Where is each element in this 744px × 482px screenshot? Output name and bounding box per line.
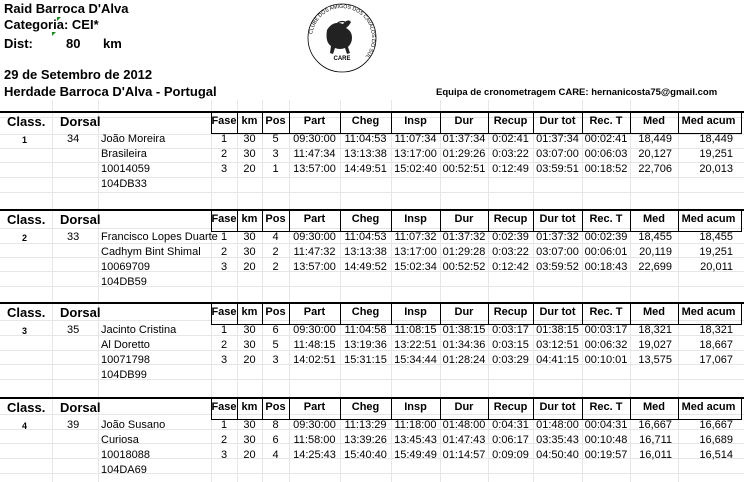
duration-cell: 01:37:32 bbox=[442, 231, 486, 243]
phase-cell: 3 bbox=[220, 354, 228, 366]
dorsal-number: 33 bbox=[67, 231, 80, 243]
result-block bbox=[0, 111, 744, 196]
duration-cell: 01:29:28 bbox=[442, 246, 486, 258]
passport-code: 104DB59 bbox=[101, 276, 147, 288]
start-time-cell: 14:02:51 bbox=[293, 354, 336, 366]
km-cell: 20 bbox=[243, 163, 256, 175]
position-cell: 3 bbox=[272, 354, 279, 366]
column-header-cheg: Cheg bbox=[351, 115, 380, 127]
column-header-insp: Insp bbox=[404, 306, 427, 318]
km-cell: 30 bbox=[243, 148, 256, 160]
total-duration-cell: 03:59:51 bbox=[536, 163, 579, 175]
cumulative-avg-cell: 20,013 bbox=[699, 163, 733, 175]
position-cell: 2 bbox=[272, 261, 279, 273]
column-header-dur-tot: Dur tot bbox=[539, 213, 576, 225]
recovery-cell: 0:04:31 bbox=[492, 419, 529, 431]
column-header-fase: Fase bbox=[211, 306, 237, 318]
cell-comment-marker bbox=[52, 32, 56, 36]
rider-name: João Moreira bbox=[101, 133, 166, 145]
position-cell: 5 bbox=[272, 339, 279, 351]
position-cell: 3 bbox=[272, 148, 279, 160]
start-time-cell: 13:57:00 bbox=[293, 163, 336, 175]
recovery-cell: 0:02:41 bbox=[492, 133, 529, 145]
column-header-km: km bbox=[241, 401, 258, 413]
cumulative-avg-cell: 19,251 bbox=[699, 246, 733, 258]
total-recovery-cell: 00:06:01 bbox=[584, 246, 628, 258]
inspection-time-cell: 15:02:40 bbox=[394, 163, 437, 175]
column-header-pos: Pos bbox=[265, 115, 286, 127]
column-header-med: Med bbox=[643, 115, 665, 127]
recovery-cell: 0:12:42 bbox=[492, 261, 529, 273]
duration-cell: 01:29:26 bbox=[442, 148, 486, 160]
column-header-med-acum: Med acum bbox=[681, 306, 736, 318]
avg-speed-cell: 20,119 bbox=[639, 246, 672, 258]
cumulative-avg-cell: 18,321 bbox=[699, 324, 733, 336]
classification-rank: 3 bbox=[22, 326, 28, 336]
logo-brand-text: CARE bbox=[333, 56, 351, 62]
duration-cell: 01:34:36 bbox=[442, 339, 486, 351]
total-duration-cell: 01:48:00 bbox=[536, 419, 579, 431]
total-recovery-cell: 00:06:32 bbox=[584, 339, 628, 351]
column-header-pos: Pos bbox=[265, 306, 286, 318]
classification-rank: 4 bbox=[22, 421, 28, 431]
start-time-cell: 11:58:00 bbox=[293, 434, 336, 446]
column-header-rec-t: Rec. T bbox=[589, 401, 623, 413]
event-date: 29 de Setembro de 2012 bbox=[4, 67, 153, 82]
care-logo bbox=[287, 2, 397, 74]
column-header-med: Med bbox=[643, 306, 665, 318]
avg-speed-cell: 16,667 bbox=[638, 419, 672, 431]
arrival-time-cell: 13:13:38 bbox=[344, 246, 387, 258]
dorsal-number: 35 bbox=[67, 324, 80, 336]
inspection-time-cell: 11:08:15 bbox=[394, 324, 437, 336]
total-recovery-cell: 00:10:01 bbox=[584, 354, 628, 366]
horse-name: Curiosa bbox=[101, 434, 139, 446]
column-header-insp: Insp bbox=[404, 213, 427, 225]
recovery-cell: 0:03:22 bbox=[492, 148, 529, 160]
arrival-time-cell: 11:04:53 bbox=[344, 133, 387, 145]
column-header-dur-tot: Dur tot bbox=[539, 306, 576, 318]
duration-cell: 00:52:51 bbox=[442, 163, 486, 175]
inspection-time-cell: 13:17:00 bbox=[394, 148, 437, 160]
event-title: Raid Barroca D'Alva bbox=[4, 1, 129, 16]
total-duration-cell: 04:50:40 bbox=[536, 449, 579, 461]
column-header-recup: Recup bbox=[493, 213, 528, 225]
class-header: Class. bbox=[7, 305, 46, 320]
inspection-time-cell: 11:18:00 bbox=[394, 419, 437, 431]
column-header-part: Part bbox=[303, 401, 326, 413]
column-header-fase: Fase bbox=[211, 115, 237, 127]
duration-cell: 01:37:34 bbox=[442, 133, 486, 145]
position-cell: 8 bbox=[272, 419, 279, 431]
cumulative-avg-cell: 18,667 bbox=[699, 339, 733, 351]
avg-speed-cell: 18,455 bbox=[638, 231, 672, 243]
result-block bbox=[0, 209, 744, 294]
timing-team-contact: Equipa de cronometragem CARE: hernanicosta75@gmail.com bbox=[436, 87, 718, 98]
phase-cell: 3 bbox=[220, 261, 228, 273]
avg-speed-cell: 18,321 bbox=[638, 324, 672, 336]
column-header-dur-tot: Dur tot bbox=[539, 115, 576, 127]
km-cell: 30 bbox=[243, 133, 256, 145]
km-cell: 20 bbox=[243, 354, 256, 366]
duration-cell: 01:47:43 bbox=[442, 434, 486, 446]
cumulative-avg-cell: 17,067 bbox=[699, 354, 733, 366]
recovery-cell: 0:03:15 bbox=[492, 339, 529, 351]
cumulative-avg-cell: 16,689 bbox=[699, 434, 733, 446]
position-cell: 1 bbox=[272, 163, 279, 175]
column-header-km: km bbox=[241, 115, 258, 127]
distance-value: 80 bbox=[66, 36, 81, 51]
arrival-time-cell: 11:13:29 bbox=[344, 419, 387, 431]
column-header-fase: Fase bbox=[211, 213, 237, 225]
cumulative-avg-cell: 18,449 bbox=[699, 133, 733, 145]
cumulative-avg-cell: 18,455 bbox=[699, 231, 733, 243]
total-duration-cell: 04:41:15 bbox=[536, 354, 579, 366]
position-cell: 4 bbox=[272, 231, 279, 243]
start-time-cell: 14:25:43 bbox=[293, 449, 336, 461]
phase-cell: 2 bbox=[220, 148, 228, 160]
result-block bbox=[0, 397, 744, 482]
total-duration-cell: 03:59:52 bbox=[536, 261, 579, 273]
column-header-km: km bbox=[241, 213, 258, 225]
arrival-time-cell: 13:13:38 bbox=[344, 148, 387, 160]
recovery-cell: 0:12:49 bbox=[492, 163, 529, 175]
inspection-time-cell: 13:45:43 bbox=[394, 434, 437, 446]
license-number: 10069709 bbox=[101, 261, 150, 273]
column-header-insp: Insp bbox=[404, 401, 427, 413]
total-duration-cell: 01:37:34 bbox=[536, 133, 579, 145]
column-header-med-acum: Med acum bbox=[681, 401, 736, 413]
logo-ring-text: CLUBE DOS AMIGOS DOS CAVALOS DO SUL bbox=[308, 3, 377, 60]
category-label: Categoria: CEI* bbox=[4, 17, 99, 32]
classification-rank: 1 bbox=[22, 135, 28, 145]
total-duration-cell: 03:12:51 bbox=[536, 339, 579, 351]
total-recovery-cell: 00:04:31 bbox=[584, 419, 628, 431]
column-header-med-acum: Med acum bbox=[681, 115, 736, 127]
recovery-cell: 0:09:09 bbox=[492, 449, 529, 461]
phase-cell: 2 bbox=[220, 246, 228, 258]
start-time-cell: 09:30:00 bbox=[293, 133, 336, 145]
position-cell: 6 bbox=[272, 434, 279, 446]
cumulative-avg-cell: 20,011 bbox=[700, 261, 733, 273]
total-recovery-cell: 00:19:57 bbox=[584, 449, 628, 461]
inspection-time-cell: 13:17:00 bbox=[394, 246, 437, 258]
inspection-time-cell: 15:34:44 bbox=[394, 354, 437, 366]
arrival-time-cell: 15:40:40 bbox=[344, 449, 387, 461]
avg-speed-cell: 22,706 bbox=[638, 163, 672, 175]
column-header-rec-t: Rec. T bbox=[589, 115, 623, 127]
class-header: Class. bbox=[7, 212, 46, 227]
dorsal-header: Dorsal bbox=[60, 114, 101, 129]
total-duration-cell: 01:37:32 bbox=[536, 231, 579, 243]
cumulative-avg-cell: 16,667 bbox=[699, 419, 733, 431]
passport-code: 104DB33 bbox=[101, 178, 147, 190]
column-header-km: km bbox=[241, 306, 258, 318]
column-header-dur: Dur bbox=[454, 115, 474, 127]
avg-speed-cell: 16,011 bbox=[639, 449, 672, 461]
avg-speed-cell: 19,027 bbox=[638, 339, 672, 351]
recovery-cell: 0:03:29 bbox=[492, 354, 529, 366]
recovery-cell: 0:02:39 bbox=[492, 231, 529, 243]
km-cell: 30 bbox=[243, 246, 256, 258]
column-header-cheg: Cheg bbox=[351, 306, 380, 318]
phase-cell: 1 bbox=[220, 324, 228, 336]
position-cell: 2 bbox=[272, 246, 279, 258]
duration-cell: 01:38:15 bbox=[442, 324, 486, 336]
column-header-insp: Insp bbox=[404, 115, 427, 127]
recovery-cell: 0:03:22 bbox=[492, 246, 529, 258]
classification-rank: 2 bbox=[22, 233, 28, 243]
class-header: Class. bbox=[7, 400, 46, 415]
column-header-med-acum: Med acum bbox=[681, 213, 736, 225]
avg-speed-cell: 13,575 bbox=[638, 354, 672, 366]
duration-cell: 00:52:52 bbox=[442, 261, 486, 273]
arrival-time-cell: 14:49:51 bbox=[344, 163, 387, 175]
inspection-time-cell: 13:22:51 bbox=[394, 339, 437, 351]
total-recovery-cell: 00:18:43 bbox=[584, 261, 628, 273]
class-header: Class. bbox=[7, 114, 46, 129]
column-header-part: Part bbox=[303, 115, 326, 127]
total-recovery-cell: 00:18:52 bbox=[584, 163, 628, 175]
horse-name: Al Doretto bbox=[101, 339, 150, 351]
inspection-time-cell: 11:07:34 bbox=[394, 133, 437, 145]
km-cell: 30 bbox=[243, 231, 256, 243]
phase-cell: 3 bbox=[220, 449, 228, 461]
avg-speed-cell: 20,127 bbox=[638, 148, 672, 160]
column-header-dur-tot: Dur tot bbox=[539, 401, 576, 413]
total-duration-cell: 03:07:00 bbox=[536, 246, 579, 258]
column-header-cheg: Cheg bbox=[351, 213, 380, 225]
phase-cell: 1 bbox=[220, 419, 228, 431]
rider-name: Francisco Lopes Duarte bbox=[101, 231, 218, 243]
cell-comment-marker bbox=[57, 17, 61, 21]
total-recovery-cell: 00:03:17 bbox=[584, 324, 628, 336]
km-cell: 20 bbox=[243, 261, 256, 273]
column-header-pos: Pos bbox=[265, 401, 286, 413]
start-time-cell: 13:57:00 bbox=[293, 261, 336, 273]
total-duration-cell: 01:38:15 bbox=[536, 324, 579, 336]
column-header-rec-t: Rec. T bbox=[589, 213, 623, 225]
arrival-time-cell: 11:04:58 bbox=[344, 324, 387, 336]
duration-cell: 01:48:00 bbox=[442, 419, 486, 431]
column-header-fase: Fase bbox=[211, 401, 237, 413]
dorsal-number: 39 bbox=[67, 419, 80, 431]
cumulative-avg-cell: 16,514 bbox=[699, 449, 733, 461]
result-block bbox=[0, 302, 744, 387]
phase-cell: 2 bbox=[220, 434, 228, 446]
column-header-pos: Pos bbox=[265, 213, 286, 225]
recovery-cell: 0:03:17 bbox=[492, 324, 529, 336]
inspection-time-cell: 11:07:32 bbox=[394, 231, 437, 243]
license-number: 10014059 bbox=[101, 163, 150, 175]
phase-cell: 3 bbox=[220, 163, 228, 175]
rider-name: Jacinto Cristina bbox=[101, 324, 177, 336]
column-header-recup: Recup bbox=[493, 401, 528, 413]
column-header-med: Med bbox=[643, 213, 665, 225]
arrival-time-cell: 13:19:36 bbox=[344, 339, 387, 351]
arrival-time-cell: 15:31:15 bbox=[344, 354, 387, 366]
passport-code: 104DB99 bbox=[101, 369, 147, 381]
start-time-cell: 09:30:00 bbox=[293, 324, 336, 336]
phase-cell: 1 bbox=[220, 231, 228, 243]
column-header-dur: Dur bbox=[454, 213, 474, 225]
rider-name: João Susano bbox=[101, 419, 166, 431]
total-duration-cell: 03:07:00 bbox=[536, 148, 579, 160]
column-header-rec-t: Rec. T bbox=[589, 306, 623, 318]
recovery-cell: 0:06:17 bbox=[492, 434, 529, 446]
horse-name: Brasileira bbox=[101, 148, 147, 160]
inspection-time-cell: 15:02:34 bbox=[394, 261, 437, 273]
dorsal-header: Dorsal bbox=[60, 305, 101, 320]
avg-speed-cell: 22,699 bbox=[638, 261, 672, 273]
column-header-dur: Dur bbox=[454, 306, 474, 318]
cumulative-avg-cell: 19,251 bbox=[699, 148, 733, 160]
duration-cell: 01:14:57 bbox=[442, 449, 486, 461]
avg-speed-cell: 18,449 bbox=[638, 133, 672, 145]
column-header-dur: Dur bbox=[454, 401, 474, 413]
arrival-time-cell: 14:49:52 bbox=[344, 261, 387, 273]
column-header-part: Part bbox=[303, 306, 326, 318]
km-cell: 30 bbox=[243, 434, 256, 446]
total-recovery-cell: 00:02:41 bbox=[584, 133, 628, 145]
phase-cell: 1 bbox=[220, 133, 228, 145]
inspection-time-cell: 15:49:49 bbox=[394, 449, 437, 461]
event-venue: Herdade Barroca D'Alva - Portugal bbox=[4, 84, 217, 99]
passport-code: 104DA69 bbox=[101, 464, 147, 476]
start-time-cell: 09:30:00 bbox=[293, 231, 336, 243]
total-duration-cell: 03:35:43 bbox=[536, 434, 579, 446]
km-cell: 20 bbox=[243, 449, 256, 461]
position-cell: 4 bbox=[272, 449, 279, 461]
column-header-recup: Recup bbox=[493, 115, 528, 127]
total-recovery-cell: 00:06:03 bbox=[584, 148, 628, 160]
horse-name: Cadhym Bint Shimal bbox=[101, 246, 201, 258]
start-time-cell: 09:30:00 bbox=[293, 419, 336, 431]
column-header-recup: Recup bbox=[493, 306, 528, 318]
arrival-time-cell: 11:04:53 bbox=[344, 231, 387, 243]
dorsal-header: Dorsal bbox=[60, 212, 101, 227]
start-time-cell: 11:47:32 bbox=[293, 246, 336, 258]
column-header-med: Med bbox=[643, 401, 665, 413]
duration-cell: 01:28:24 bbox=[442, 354, 486, 366]
column-header-part: Part bbox=[303, 213, 326, 225]
position-cell: 6 bbox=[272, 324, 279, 336]
total-recovery-cell: 00:10:48 bbox=[584, 434, 628, 446]
km-cell: 30 bbox=[243, 324, 256, 336]
km-cell: 30 bbox=[243, 419, 256, 431]
license-number: 10018088 bbox=[101, 449, 150, 461]
dorsal-header: Dorsal bbox=[60, 400, 101, 415]
license-number: 10071798 bbox=[101, 354, 150, 366]
dorsal-number: 34 bbox=[67, 133, 80, 145]
avg-speed-cell: 16,711 bbox=[639, 434, 672, 446]
phase-cell: 2 bbox=[220, 339, 228, 351]
position-cell: 5 bbox=[272, 133, 279, 145]
column-header-cheg: Cheg bbox=[351, 401, 380, 413]
km-cell: 30 bbox=[243, 339, 256, 351]
total-recovery-cell: 00:02:39 bbox=[584, 231, 628, 243]
start-time-cell: 11:48:15 bbox=[293, 339, 336, 351]
distance-label: Dist: bbox=[4, 36, 33, 51]
start-time-cell: 11:47:34 bbox=[293, 148, 336, 160]
arrival-time-cell: 13:39:26 bbox=[344, 434, 387, 446]
distance-unit: km bbox=[103, 36, 122, 51]
